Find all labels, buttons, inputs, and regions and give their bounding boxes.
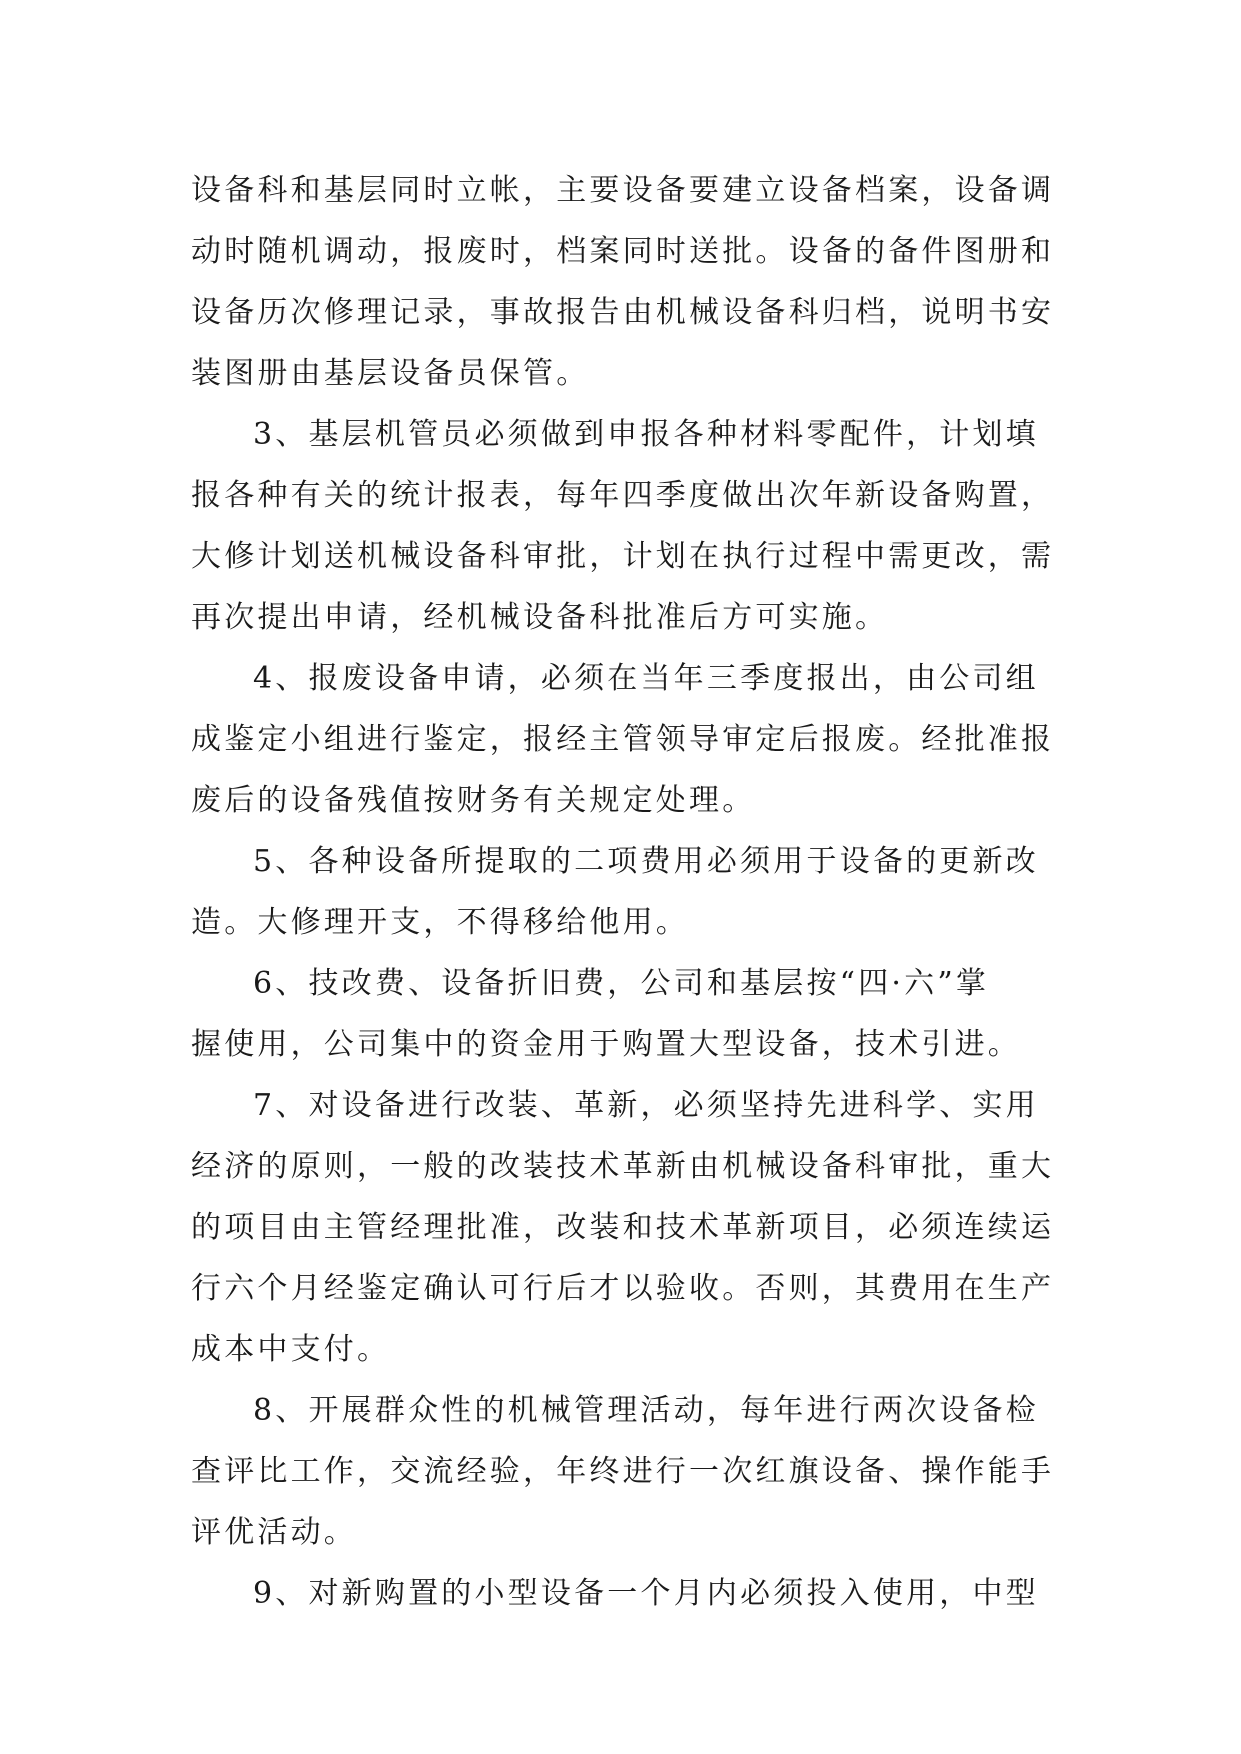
- text-line: 的项目由主管经理批准，改装和技术革新项目，必须连续运: [191, 1210, 1055, 1245]
- text-line: 行六个月经鉴定确认可行后才以验收。否则，其费用在生产: [191, 1271, 1055, 1306]
- paragraph-first-line: 4、报废设备申请，必须在当年三季度报出，由公司组: [253, 661, 1039, 696]
- text-line: 握使用，公司集中的资金用于购置大型设备，技术引进。: [191, 1027, 1021, 1062]
- text-line: 大修计划送机械设备科审批，计划在执行过程中需更改，需: [191, 539, 1055, 574]
- text-line: 再次提出申请，经机械设备科批准后方可实施。: [191, 600, 889, 635]
- text-line: 成鉴定小组进行鉴定，报经主管领导审定后报废。经批准报: [191, 722, 1055, 757]
- text-line: 动时随机调动，报废时，档案同时送批。设备的备件图册和: [191, 234, 1055, 269]
- text-line: 装图册由基层设备员保管。: [191, 356, 590, 391]
- text-line: 报各种有关的统计报表，每年四季度做出次年新设备购置，: [191, 478, 1055, 513]
- body-text: [191, 160, 1055, 1624]
- text-line: 设备历次修理记录，事故报告由机械设备科归档，说明书安: [191, 295, 1055, 330]
- text-line: 查评比工作，交流经验，年终进行一次红旗设备、操作能手: [191, 1454, 1055, 1489]
- paragraph-first-line: 7、对设备进行改装、革新，必须坚持先进科学、实用: [253, 1088, 1039, 1123]
- paragraph-first-line: 9、对新购置的小型设备一个月内必须投入使用，中型: [253, 1576, 1039, 1611]
- text-line: 造。大修理开支，不得移给他用。: [191, 905, 689, 940]
- paragraph-first-line: 6、技改费、设备折旧费，公司和基层按“四·六”掌: [253, 966, 990, 1001]
- paragraph-first-line: 8、开展群众性的机械管理活动，每年进行两次设备检: [253, 1393, 1039, 1428]
- paragraph-first-line: 3、基层机管员必须做到申报各种材料零配件，计划填: [253, 417, 1039, 452]
- text-line: 成本中支付。: [191, 1332, 391, 1367]
- text-line: 设备科和基层同时立帐，主要设备要建立设备档案，设备调: [191, 173, 1055, 208]
- text-line: 废后的设备残值按财务有关规定处理。: [191, 783, 756, 818]
- text-line: 评优活动。: [191, 1515, 357, 1550]
- paragraph-first-line: 5、各种设备所提取的二项费用必须用于设备的更新改: [253, 844, 1039, 879]
- text-line: 经济的原则，一般的改装技术革新由机械设备科审批，重大: [191, 1149, 1055, 1184]
